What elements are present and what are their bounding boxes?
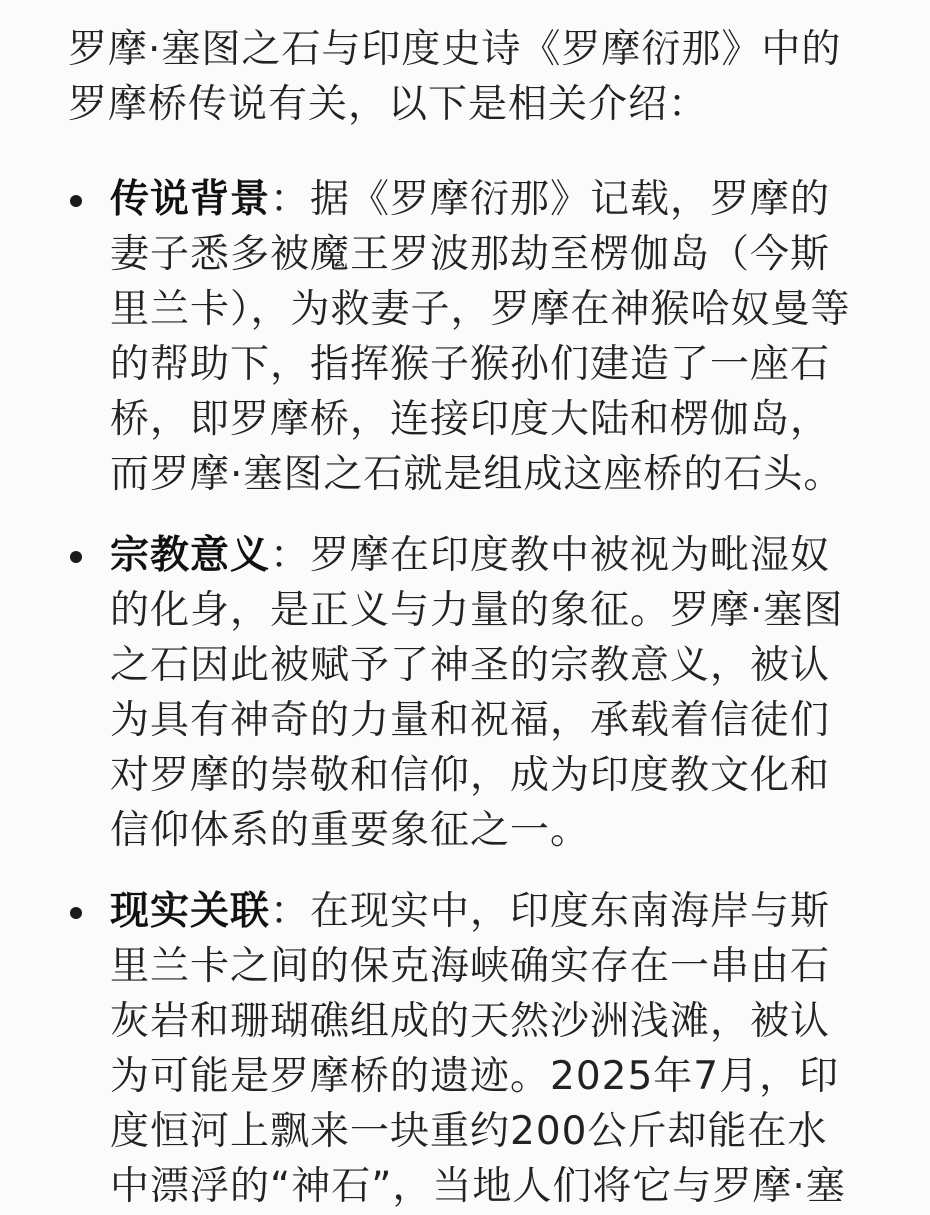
list-item bbox=[68, 528, 860, 858]
item-separator: ： bbox=[270, 533, 311, 578]
item-title: 现实关联 bbox=[110, 889, 271, 934]
bullet-dot-icon bbox=[70, 907, 82, 919]
bullet-dot-icon bbox=[70, 195, 82, 207]
item-title: 宗教意义 bbox=[110, 533, 271, 578]
intro-paragraph: 罗摩·塞图之石与印度史诗《罗摩衍那》中的罗摩桥传说有关，以下是相关介绍： bbox=[68, 27, 842, 127]
list-item bbox=[68, 884, 860, 1214]
item-text: 在现实中，印度东南海岸与斯里兰卡之间的保克海峡确实存在一串由石灰岩和珊瑚礁组成的天然沙洲浅滩，被认为可能是罗摩桥的遗迹。2025年7月，印度恒河上飘来一块重约200公斤却能在水中漂浮的“神石”，当地人们将它与罗摩·塞 bbox=[110, 889, 846, 1209]
item-title: 传说背景 bbox=[110, 177, 271, 222]
item-text: 罗摩在印度教中被视为毗湿奴的化身，是正义与力量的象征。罗摩·塞图之石因此被赋予了神圣的宗教意义，被认为具有神奇的力量和祝福，承载着信徒们对罗摩的崇敬和信仰，成为印度教文化和信仰体系的重要象征之一。 bbox=[110, 533, 844, 853]
bullet-dot-icon bbox=[70, 551, 82, 563]
item-text: 据《罗摩衍那》记载，罗摩的妻子悉多被魔王罗波那劫至楞伽岛（今斯里兰卡），为救妻子，罗摩在神猴哈奴曼等的帮助下，指挥猴子猴孙们建造了一座石桥，即罗摩桥，连接印度大陆和楞伽岛，而罗摩·塞图之石就是组成这座桥的石头。 bbox=[110, 177, 851, 497]
item-separator: ： bbox=[270, 889, 311, 934]
list-item bbox=[68, 172, 860, 502]
item-separator: ： bbox=[270, 177, 311, 222]
bullet-list bbox=[68, 172, 860, 1214]
